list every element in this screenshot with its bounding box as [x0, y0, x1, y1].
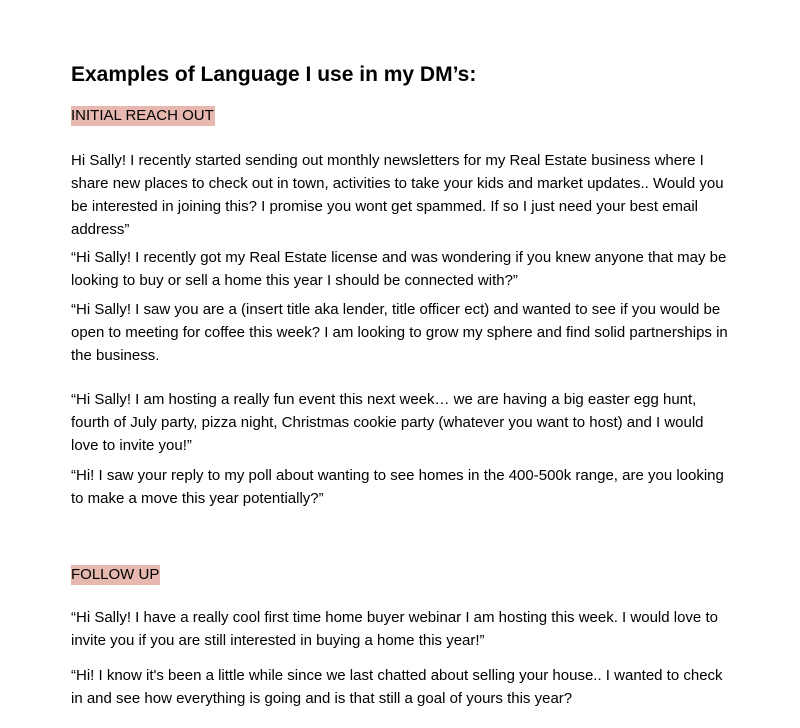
- message-paragraph: “Hi Sally! I recently got my Real Estate license and was wondering if you knew anyone that may be looking to buy or sell a home this year I should be connected with?”: [71, 249, 727, 289]
- section-label-initial-reach-out: [71, 106, 215, 126]
- section-label-follow-up: [71, 565, 160, 585]
- section-label-text: FOLLOW UP: [71, 566, 160, 583]
- message-paragraph: “Hi Sally! I am hosting a really fun event this next week… we are having a big easter egg hunt, fourth of July party, pizza night, Christmas cookie party (whatever you want to host) and I would love to invite you!”: [71, 391, 704, 454]
- message-paragraph: “Hi! I know it's been a little while since we last chatted about selling your house.. I wanted to check in and see how everything is going and is that still a goal of yours this year?: [71, 667, 723, 707]
- message-paragraph: “Hi! I saw your reply to my poll about wanting to see homes in the 400-500k range, are you looking to make a move this year potentially?”: [71, 467, 724, 507]
- message-paragraph: Hi Sally! I recently started sending out monthly newsletters for my Real Estate business where I share new places to check out in town, activities to take your kids and market updates.. Would you be interested in joining this? I promise you wont get spammed. If so I just need your best email address”: [71, 152, 724, 238]
- message-paragraph: “Hi Sally! I saw you are a (insert title aka lender, title officer ect) and wanted to see if you would be open to meeting for coffee this week? I am looking to grow my sphere and find solid partnerships in the business.: [71, 301, 728, 364]
- message-paragraph: “Hi Sally! I have a really cool first time home buyer webinar I am hosting this week. I would love to invite you if you are still interested in buying a home this year!”: [71, 609, 718, 649]
- document-title: Examples of Language I use in my DM’s:: [71, 63, 477, 86]
- section-label-text: INITIAL REACH OUT: [71, 107, 214, 124]
